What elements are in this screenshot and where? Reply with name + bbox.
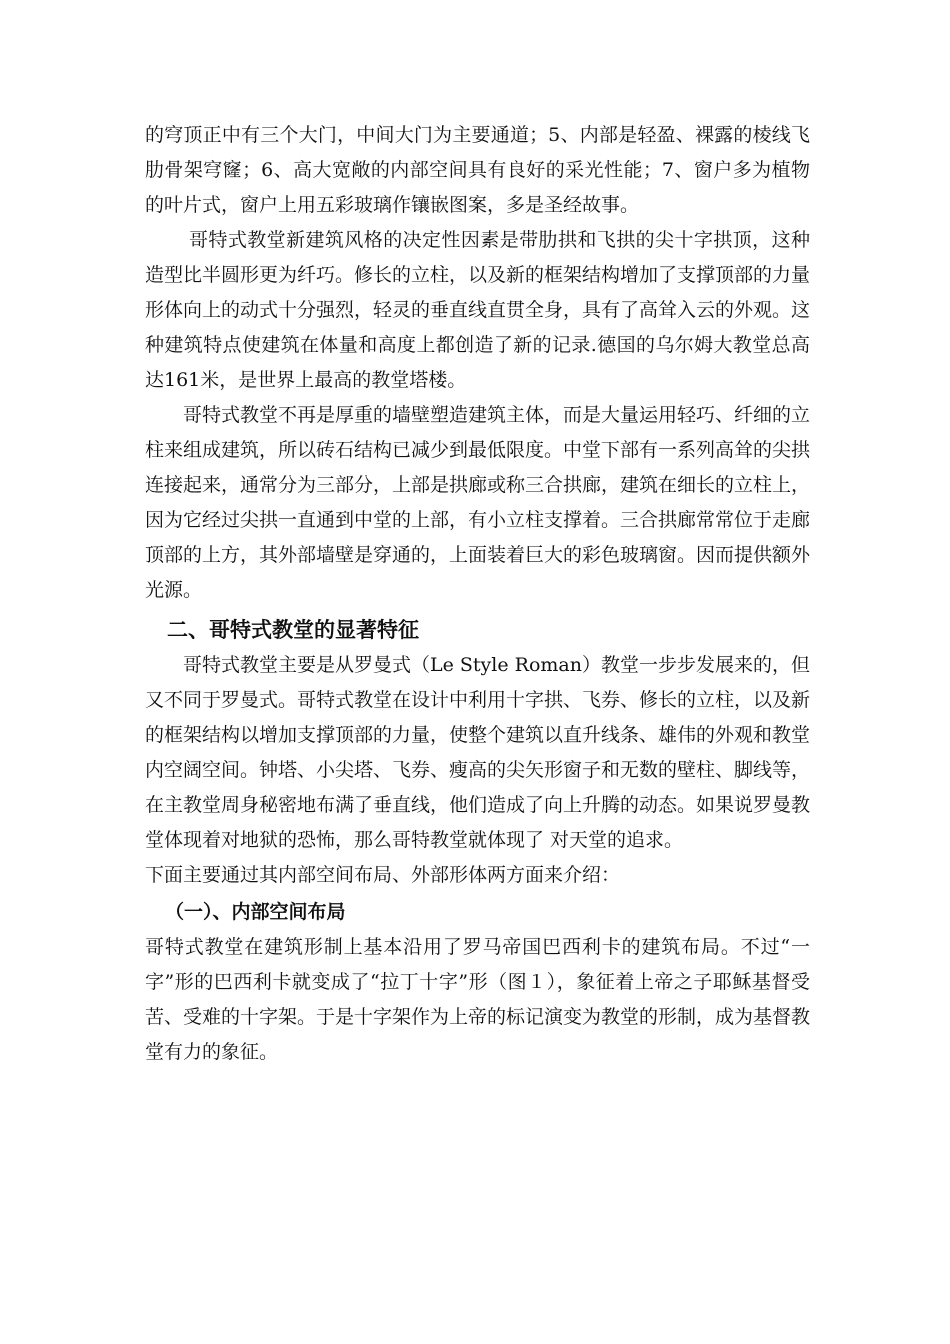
paragraph-1: 的穹顶正中有三个大门，中间大门为主要通道；5、内部是轻盈、裸露的棱线飞肋骨架穹窿；6、高大宽敞的内部空间具有良好的采光性能；7、窗户多为植物的叶片式，窗户上用五彩玻璃作镶嵌图案，多是圣经故事。 [145, 124, 810, 216]
paragraph-3: 哥特式教堂不再是厚重的墙壁塑造建筑主体，而是大量运用轻巧、纤细的立柱来组成建筑，所以砖石结构已减少到最低限度。中堂下部有一系列高耸的尖拱连接起来，通常分为三部分，上部是拱廊或称三合拱廊，建筑在细长的立柱上，因为它经过尖拱一直通到中堂的上部，有小立柱支撑着。三合拱廊常常位于走廊顶部的上方，其外部墙壁是穿通的，上面装着巨大的彩色玻璃窗。因而提供额外光源。 [145, 404, 811, 601]
page-content [145, 118, 810, 1070]
section-heading: 二、哥特式教堂的显著特征 [167, 618, 419, 642]
paragraph-6: 哥特式教堂在建筑形制上基本沿用了罗马帝国巴西利卡的建筑布局。不过“一字”形的巴西利卡就变成了“拉丁十字”形（图１），象征着上帝之子耶稣基督受苦、受难的十字架。于是十字架作为上帝的标记演变为教堂的形制，成为基督教堂有力的象征。 [145, 936, 811, 1063]
paragraph-5: 下面主要通过其内部空间布局、外部形体两方面来介绍： [145, 864, 621, 886]
subsection-heading: （一）、内部空间布局 [165, 901, 346, 923]
paragraph-4: 哥特式教堂主要是从罗曼式（Le Style Roman）教堂一步步发展来的，但又不同于罗曼式。哥特式教堂在设计中利用十字拱、飞券、修长的立柱，以及新的框架结构以增加支撑顶部的力量，使整个建筑以直升线条、雄伟的外观和教堂内空阔空间。钟塔、小尖塔、飞券、瘦高的尖矢形窗子和无数的壁柱、脚线等，在主教堂周身秘密地布满了垂直线，他们造成了向上升腾的动态。如果说罗曼教堂体现着对地狱的恐怖，那么哥特教堂就体现了 对天堂的追求。 [145, 654, 811, 851]
paragraph-2: 哥特式教堂新建筑风格的决定性因素是带肋拱和飞拱的尖十字拱顶，这种造型比半圆形更为纤巧。修长的立柱，以及新的框架结构增加了支撑顶部的力量形体向上的动式十分强烈，轻灵的垂直线直贯全身，具有了高耸入云的外观。这种建筑特点使建筑在体量和高度上都创造了新的记录.德国的乌尔姆大教堂总高达161米，是世界上最高的教堂塔楼。 [145, 229, 811, 391]
